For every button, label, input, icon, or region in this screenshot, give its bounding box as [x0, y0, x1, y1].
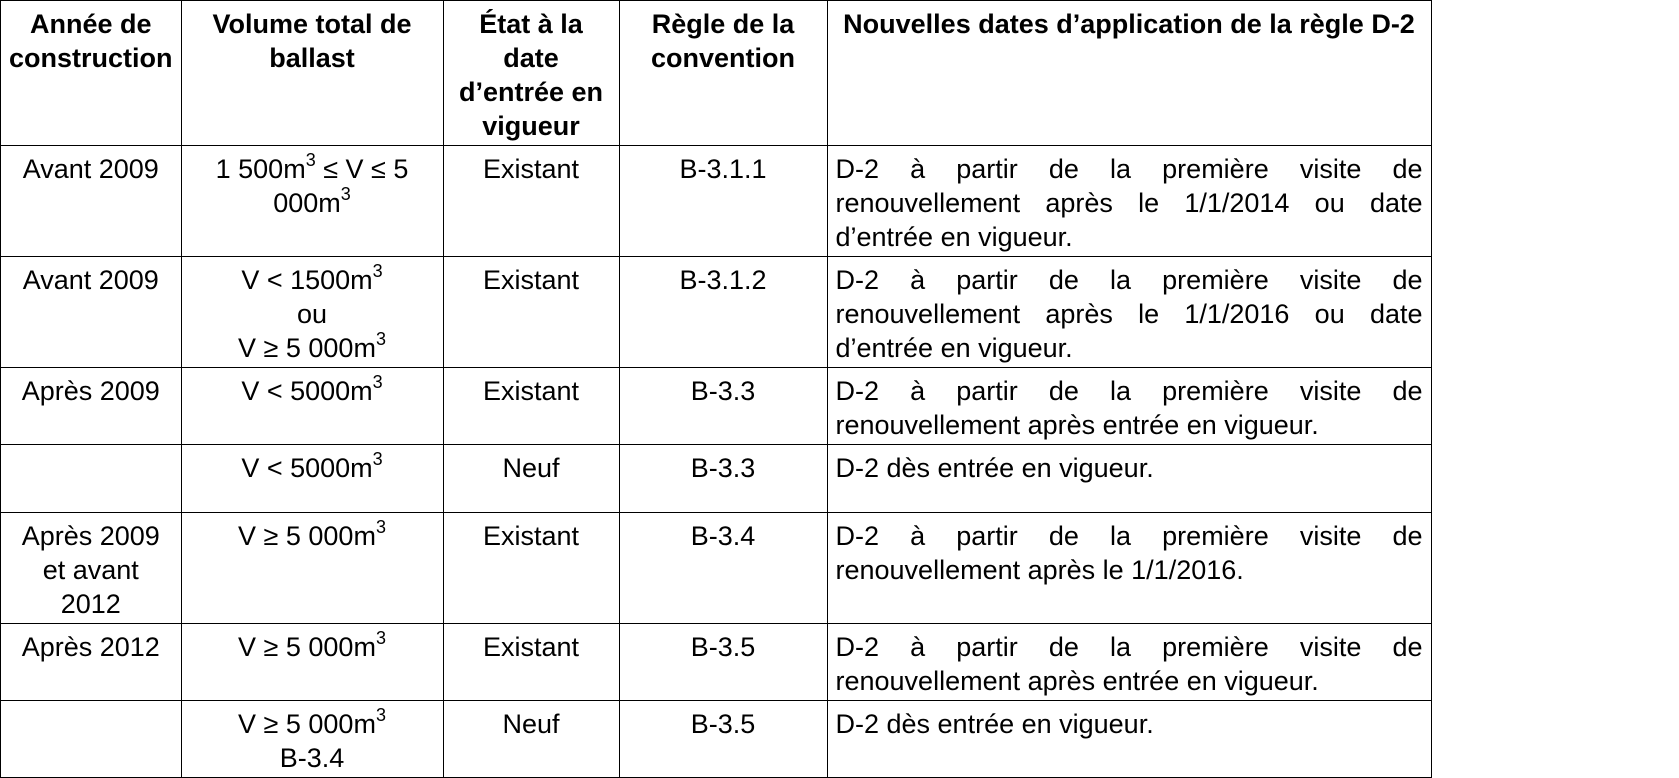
cell-year: Après 2012	[1, 624, 182, 701]
cell-state: Existant	[443, 257, 619, 368]
cell-volume: $V < 1500m^3$ ou V ≥ 5 $000m^3$	[181, 257, 443, 368]
cell-year: Avant 2009	[1, 257, 182, 368]
cell-volume: V ≥ 5 $000m^3$	[181, 624, 443, 701]
cell-volume: $V < 5000m^3$	[181, 368, 443, 445]
cell-state: Existant	[443, 146, 619, 257]
cell-volume: V ≥ 5 $000m^3$ B-3.4	[181, 701, 443, 778]
cell-state: Neuf	[443, 445, 619, 513]
cell-year	[1, 701, 182, 778]
header-year: Année de construction	[1, 1, 182, 146]
cell-rule: B-3.5	[619, 624, 827, 701]
cell-rule: B-3.3	[619, 445, 827, 513]
table-row	[1, 368, 1432, 445]
header-dates: Nouvelles dates d’application de la règle D-2	[827, 1, 1431, 146]
table-row	[1, 624, 1432, 701]
cell-dates: D-2 à partir de la première visite de renouvellement après le 1/1/2016.	[827, 513, 1431, 624]
cell-dates: D-2 à partir de la première visite de renouvellement après le 1/1/2014 ou date d’entrée en vigueur.	[827, 146, 1431, 257]
cell-dates: D-2 à partir de la première visite de renouvellement après entrée en vigueur.	[827, 624, 1431, 701]
table-row	[1, 701, 1432, 778]
cell-dates: D-2 dès entrée en vigueur.	[827, 445, 1431, 513]
table-row	[1, 445, 1432, 513]
header-state: État à la date d’entrée en vigueur	[443, 1, 619, 146]
cell-state: Existant	[443, 624, 619, 701]
cell-year: Avant 2009	[1, 146, 182, 257]
cell-state: Existant	[443, 368, 619, 445]
cell-state: Existant	[443, 513, 619, 624]
cell-rule: B-3.5	[619, 701, 827, 778]
cell-rule: B-3.4	[619, 513, 827, 624]
cell-dates: D-2 à partir de la première visite de renouvellement après le 1/1/2016 ou date d’entrée en vigueur.	[827, 257, 1431, 368]
cell-year	[1, 445, 182, 513]
cell-volume: V ≥ 5 $000m^3$	[181, 513, 443, 624]
cell-rule: B-3.3	[619, 368, 827, 445]
cell-rule: B-3.1.2	[619, 257, 827, 368]
header-rule: Règle de la convention	[619, 1, 827, 146]
cell-year: Après 2009 et avant 2012	[1, 513, 182, 624]
cell-dates: D-2 dès entrée en vigueur.	[827, 701, 1431, 778]
table-row	[1, 146, 1432, 257]
cell-volume: $V < 5000m^3$	[181, 445, 443, 513]
cell-volume: 1 $500m^3 \le V \le 5$ $000m^3$	[181, 146, 443, 257]
table-row	[1, 257, 1432, 368]
cell-state: Neuf	[443, 701, 619, 778]
header-volume: Volume total de ballast	[181, 1, 443, 146]
cell-year: Après 2009	[1, 368, 182, 445]
cell-rule: B-3.1.1	[619, 146, 827, 257]
cell-dates: D-2 à partir de la première visite de renouvellement après entrée en vigueur.	[827, 368, 1431, 445]
table-row	[1, 513, 1432, 624]
table-header-row	[1, 1, 1432, 146]
